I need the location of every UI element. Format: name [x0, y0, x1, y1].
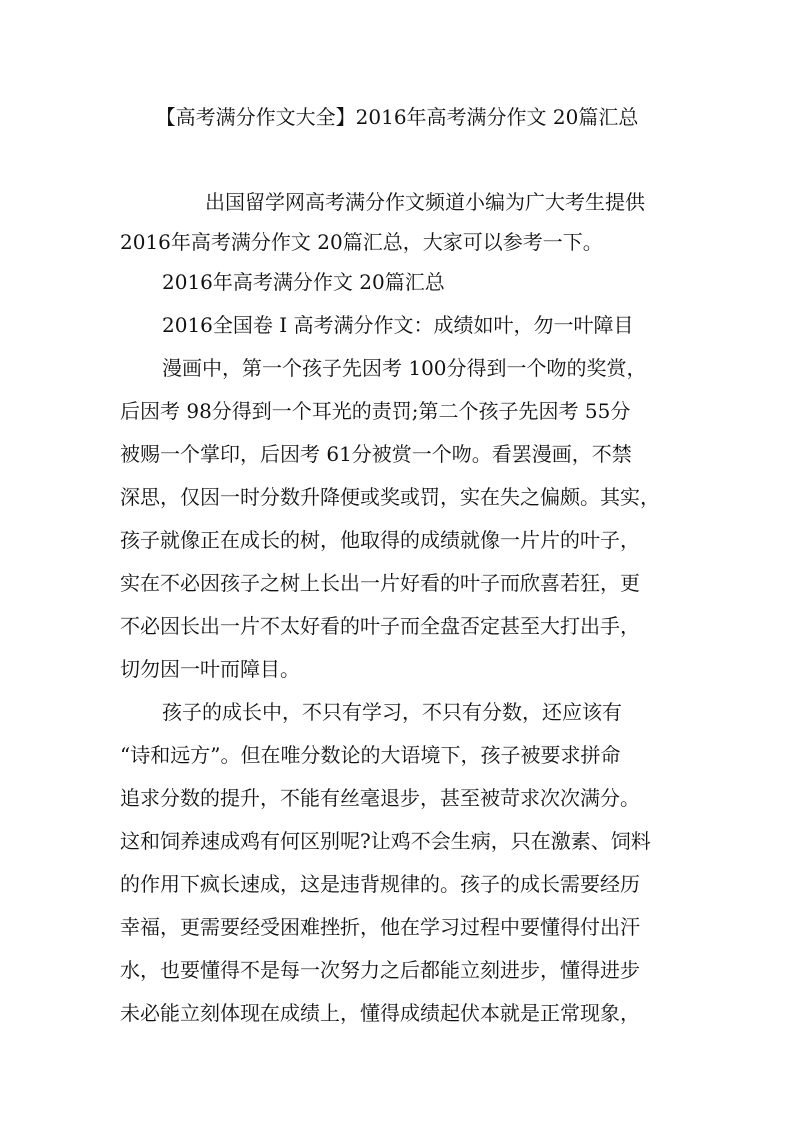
- paragraph-line: 孩子就像正在成长的树，他取得的成绩就像一片片的叶子，: [120, 528, 640, 552]
- paragraph-line: 追求分数的提升，不能有丝毫退步，甚至被苛求次次满分。: [120, 786, 640, 810]
- essay-title: 2016全国卷 I 高考满分作文：成绩如叶，勿一叶障目: [162, 313, 634, 337]
- paragraph-line: “诗和远方”。但在唯分数论的大语境下，孩子被要求拼命: [120, 743, 621, 767]
- paragraph-line: 这和饲养速成鸡有何区别呢?让鸡不会生病，只在激素、饲料: [120, 829, 651, 853]
- paragraph-line: 深思，仅因一时分数升降便或奖或罚，实在失之偏颇。其实，: [120, 485, 660, 509]
- paragraph-line: 幸福，更需要经受困难挫折，他在学习过程中要懂得付出汗: [120, 915, 640, 939]
- document-title: 【高考满分作文大全】2016年高考满分作文 20篇汇总: [155, 105, 639, 129]
- paragraph-line: 未必能立刻体现在成绩上，懂得成绩起伏本就是正常现象，: [120, 1001, 640, 1025]
- section-heading: 2016年高考满分作文 20篇汇总: [162, 270, 445, 294]
- paragraph-line: 被赐一个掌印，后因考 61分被赏一个吻。看罢漫画，不禁: [120, 442, 632, 466]
- paragraph-line: 出国留学网高考满分作文频道小编为广大考生提供: [205, 190, 645, 214]
- paragraph-line: 漫画中，第一个孩子先因考 100分得到一个吻的奖赏，: [162, 356, 647, 380]
- paragraph-line: 孩子的成长中，不只有学习，不只有分数，还应该有: [162, 700, 622, 724]
- paragraph-line: 后因考 98分得到一个耳光的责罚;第二个孩子先因考 55分: [120, 399, 631, 423]
- paragraph-line: 水，也要懂得不是每一次努力之后都能立刻进步，懂得进步: [120, 958, 640, 982]
- paragraph-line: 不必因长出一片不太好看的叶子而全盘否定甚至大打出手，: [120, 614, 640, 638]
- paragraph-line: 2016年高考满分作文 20篇汇总，大家可以参考一下。: [120, 230, 603, 254]
- paragraph-line: 切勿因一叶而障目。: [120, 657, 300, 681]
- paragraph-line: 实在不必因孩子之树上长出一片好看的叶子而欣喜若狂，更: [120, 571, 640, 595]
- paragraph-line: 的作用下疯长速成，这是违背规律的。孩子的成长需要经历: [120, 872, 640, 896]
